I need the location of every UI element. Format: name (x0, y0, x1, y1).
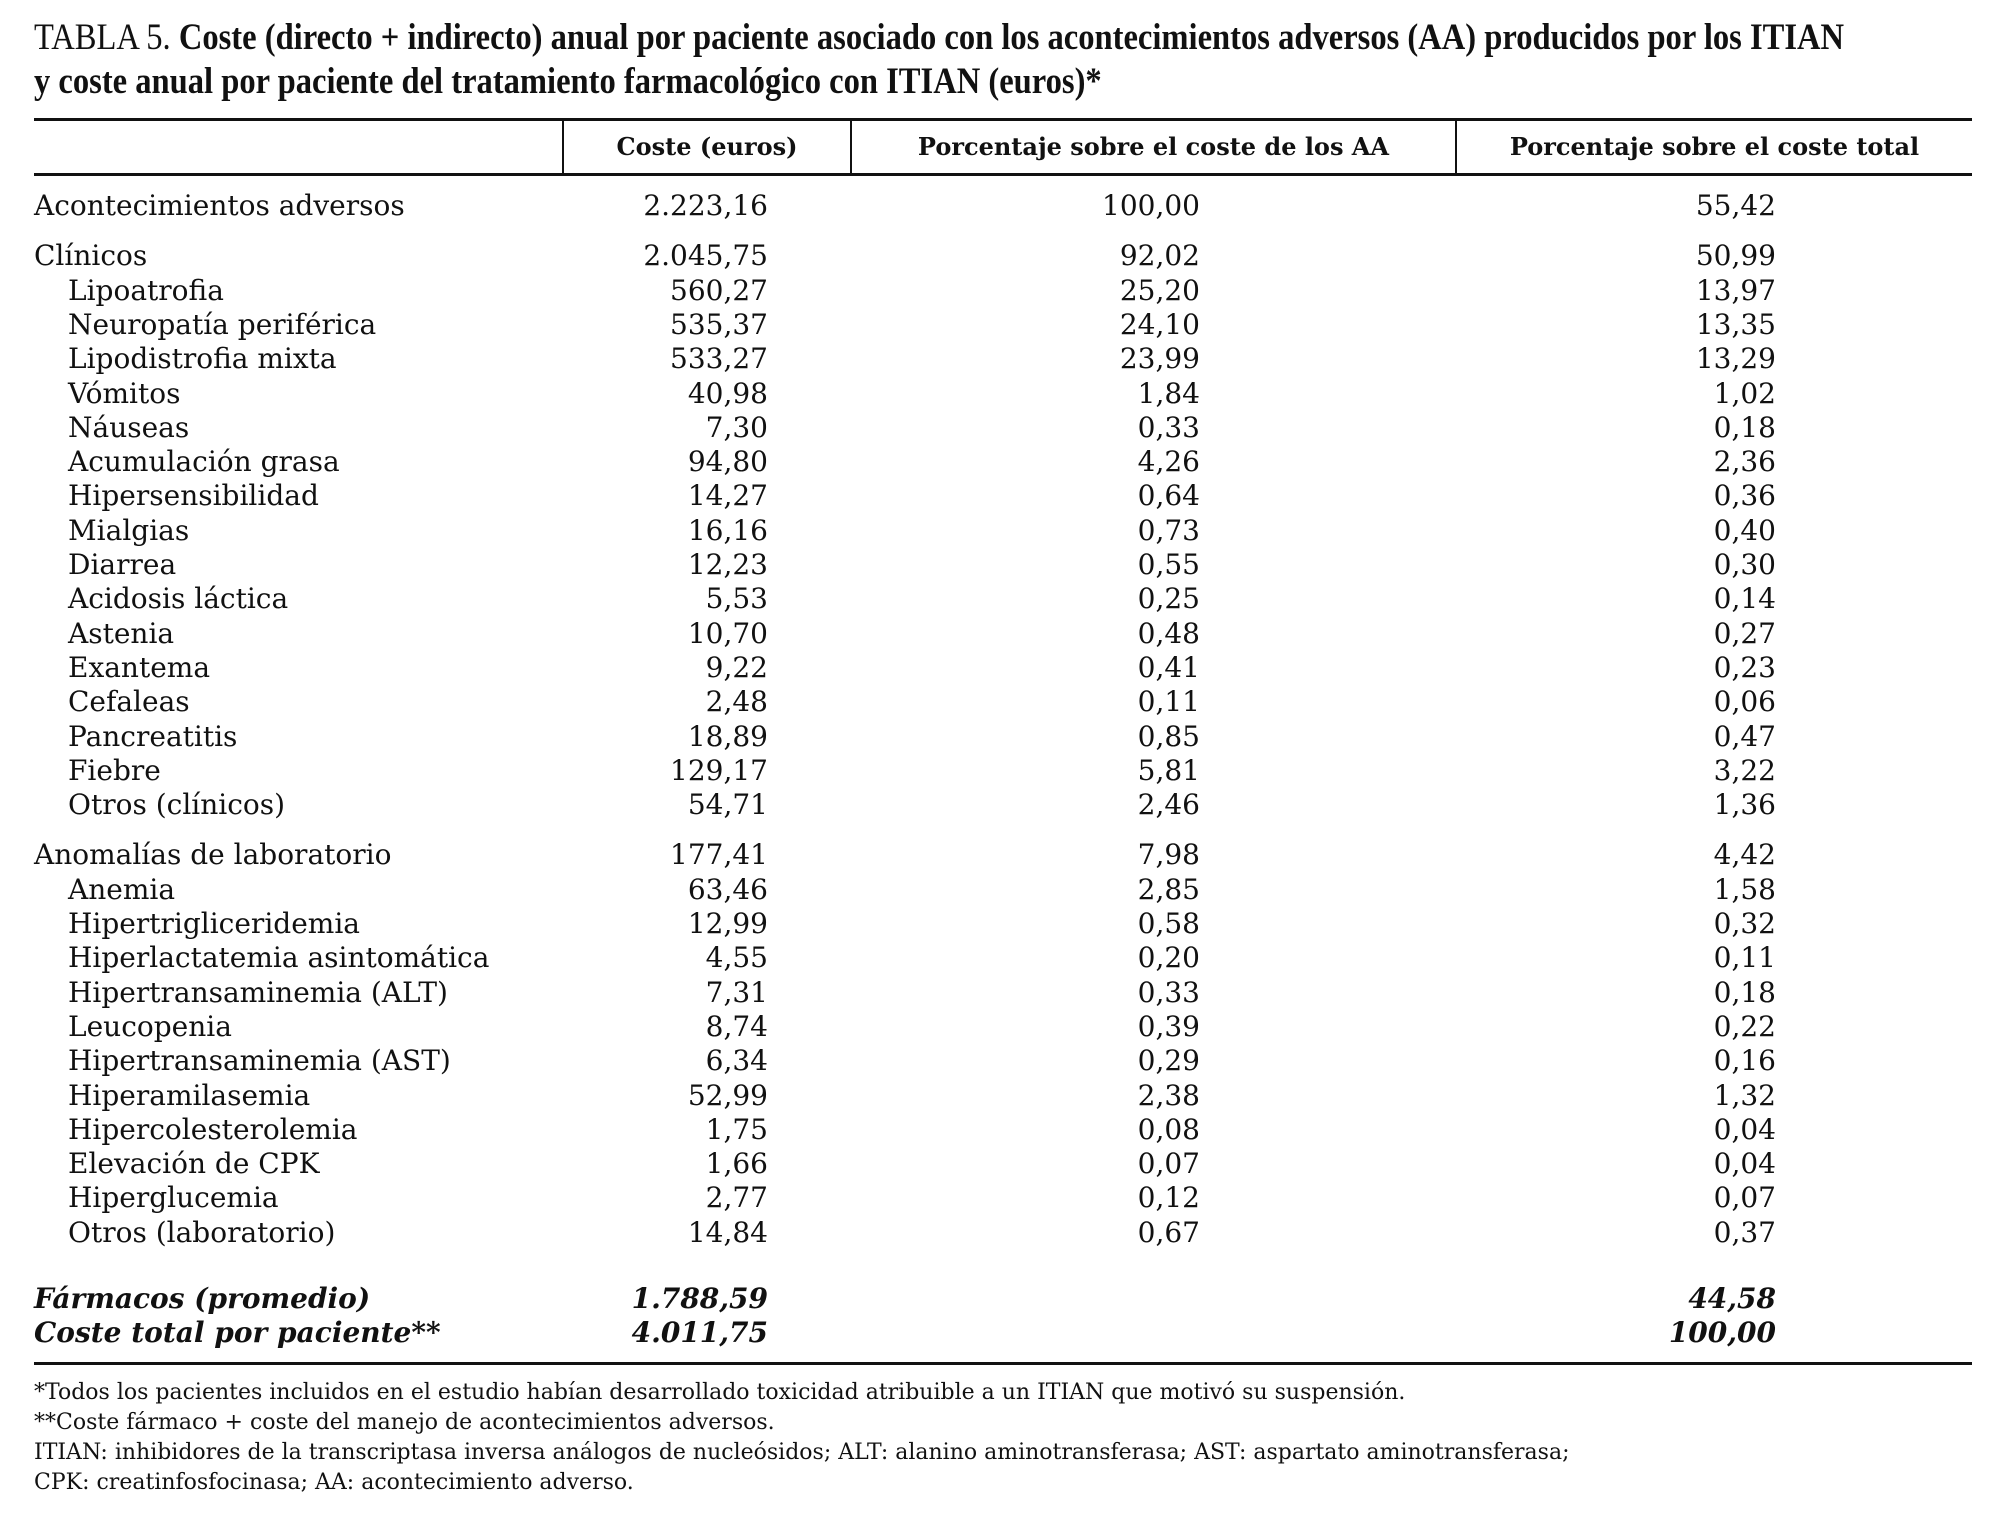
table-row (0, 239, 2006, 273)
pct-aa-cell: 5,81 (1137, 753, 1200, 787)
cost-cell: 535,37 (670, 307, 768, 341)
table-row (0, 873, 2006, 907)
cost-cell: 129,17 (670, 753, 768, 787)
row-label: Neuropatía periférica (68, 307, 377, 341)
pct-aa-cell: 0,55 (1137, 548, 1200, 581)
row-label: Hiperlactatemia asintomática (68, 941, 490, 975)
cost-cell: 10,70 (687, 616, 768, 650)
table-row (0, 479, 2006, 513)
pct-aa-cell: 0,73 (1137, 513, 1200, 547)
table-row (0, 941, 2006, 975)
pct-total-cell: 3,22 (1713, 753, 1776, 787)
row-label: Exantema (68, 650, 211, 684)
row-label: Mialgias (68, 513, 190, 547)
table-row (0, 582, 2006, 616)
row-label: Lipodistrofia mixta (68, 342, 337, 376)
cost-cell: 2,48 (705, 685, 768, 719)
row-label: Otros (clínicos) (68, 788, 286, 822)
pct-total-cell: 0,23 (1713, 650, 1776, 684)
cost-cell: 1,75 (705, 1112, 768, 1146)
pct-aa-cell: 0,64 (1137, 479, 1200, 513)
cost-cell: 12,23 (687, 548, 768, 581)
pct-total-cell: 55,42 (1695, 189, 1776, 222)
row-label: Cefaleas (68, 685, 190, 719)
pct-total-cell: 0,18 (1713, 975, 1776, 1009)
pct-aa-cell: 0,25 (1137, 582, 1200, 616)
cost-cell: 177,41 (670, 838, 768, 872)
pct-aa-cell: 2,38 (1137, 1078, 1200, 1112)
cost-cell: 2.223,16 (643, 189, 768, 222)
pct-total-cell: 0,36 (1713, 479, 1776, 513)
cost-cell: 533,27 (670, 342, 768, 376)
cost-cell: 63,46 (687, 872, 768, 906)
row-label: Anomalías de laboratorio (34, 838, 392, 872)
table-row (0, 651, 2006, 685)
cost-cell: 1,66 (705, 1147, 768, 1181)
pct-aa-cell: 24,10 (1119, 307, 1200, 341)
row-label: Náuseas (68, 410, 190, 444)
table-row (0, 754, 2006, 788)
pct-total-cell: 1,58 (1713, 872, 1776, 906)
pct-aa-cell: 100,00 (1102, 189, 1200, 222)
row-label: Hipertransaminemia (AST) (68, 1044, 451, 1078)
pct-total-cell: 0,14 (1713, 582, 1776, 616)
row-label: Acontecimientos adversos (34, 189, 405, 222)
column-header-pct-total: Porcentaje sobre el coste total (1509, 132, 1920, 161)
table-row (0, 514, 2006, 548)
pct-total-cell: 0,16 (1713, 1044, 1776, 1078)
title-text-1: Coste (directo + indirecto) anual por paciente asociado con los acontecimientos adversos (AA) producidos por los ITIAN (178, 17, 1845, 58)
pct-total-cell: 13,29 (1695, 342, 1776, 376)
table-row (0, 377, 2006, 411)
row-label: Hipertrigliceridemia (68, 907, 360, 940)
table-row (0, 1216, 2006, 1250)
bottom-rule (34, 1362, 1972, 1365)
row-label: Clínicos (34, 239, 148, 273)
table-row (0, 411, 2006, 445)
pct-aa-cell: 0,39 (1137, 1009, 1200, 1043)
row-label: Diarrea (68, 548, 177, 581)
cost-cell: 14,84 (687, 1215, 768, 1249)
table-row (0, 308, 2006, 342)
pct-total-cell: 0,47 (1713, 719, 1776, 753)
table-row (0, 976, 2006, 1010)
table-row (0, 720, 2006, 754)
pct-aa-cell: 1,84 (1137, 376, 1200, 410)
pct-aa-cell: 0,08 (1137, 1112, 1200, 1146)
pct-aa-cell: 0,07 (1137, 1147, 1200, 1181)
pct-total-cell: 4,42 (1713, 838, 1776, 872)
cost-cell: 12,99 (687, 907, 768, 940)
row-label: Lipoatrofia (68, 273, 224, 307)
pct-aa-cell: 0,41 (1137, 650, 1200, 684)
table-row (0, 1113, 2006, 1147)
pct-aa-cell: 25,20 (1119, 273, 1200, 307)
footnote: ITIAN: inhibidores de la transcriptasa inversa análogos de nucleósidos; ALT: alanino aminotransferasa; AST: aspartato aminotransferasa; (34, 1440, 1570, 1465)
table-row (0, 907, 2006, 941)
pct-aa-cell: 0,58 (1137, 907, 1200, 940)
cost-cell: 18,89 (687, 719, 768, 753)
row-label: Hiperamilasemia (68, 1078, 311, 1112)
row-label: Pancreatitis (68, 719, 238, 753)
column-header-pct-aa: Porcentaje sobre el coste de los AA (917, 132, 1390, 161)
pct-aa-cell: 4,26 (1137, 445, 1200, 479)
cost-cell: 4.011,75 (631, 1316, 768, 1350)
table-row (0, 788, 2006, 822)
cost-cell: 5,53 (705, 582, 768, 616)
cost-cell: 7,30 (705, 410, 768, 444)
cost-cell: 4,55 (705, 941, 768, 975)
pct-aa-cell: 0,33 (1137, 410, 1200, 444)
pct-total-cell: 0,11 (1713, 941, 1776, 975)
table-row (0, 1010, 2006, 1044)
pct-total-cell: 0,32 (1713, 907, 1776, 940)
cost-cell: 2,77 (705, 1181, 768, 1215)
table-row (0, 1316, 2006, 1350)
row-label: Leucopenia (68, 1009, 232, 1043)
pct-total-cell: 0,37 (1713, 1215, 1776, 1249)
table-row (0, 274, 2006, 308)
row-label: Astenia (68, 616, 175, 650)
title-line-2: y coste anual por paciente del tratamiento farmacológico con ITIAN (euros)* (34, 61, 1102, 102)
row-label: Anemia (68, 872, 176, 906)
cost-cell: 1.788,59 (631, 1282, 768, 1315)
row-label: Hipertransaminemia (ALT) (68, 975, 448, 1009)
footnote: **Coste fármaco + coste del manejo de acontecimientos adversos. (34, 1410, 775, 1435)
pct-aa-cell: 0,11 (1137, 685, 1200, 719)
pct-total-cell: 1,32 (1713, 1078, 1776, 1112)
cost-cell: 16,16 (687, 513, 768, 547)
pct-total-cell: 1,02 (1713, 376, 1776, 410)
table-number: TABLA 5. (34, 17, 171, 58)
pct-total-cell: 50,99 (1695, 239, 1776, 273)
pct-total-cell: 0,22 (1713, 1009, 1776, 1043)
row-label: Hipercolesterolemia (68, 1112, 358, 1146)
row-label: Acumulación grasa (68, 445, 340, 479)
cost-cell: 6,34 (705, 1044, 768, 1078)
pct-total-cell: 44,58 (1688, 1282, 1776, 1315)
pct-total-cell: 0,18 (1713, 410, 1776, 444)
pct-total-cell: 0,30 (1713, 548, 1776, 581)
row-label: Elevación de CPK (68, 1147, 320, 1181)
table-row (0, 1147, 2006, 1181)
pct-total-cell: 0,40 (1713, 513, 1776, 547)
table-title (34, 16, 1845, 104)
pct-aa-cell: 92,02 (1119, 239, 1200, 273)
pct-total-cell: 0,27 (1713, 616, 1776, 650)
title-line-1 (34, 16, 1845, 60)
cost-cell: 2.045,75 (643, 239, 768, 273)
row-label: Fármacos (promedio) (34, 1282, 371, 1315)
cost-cell: 54,71 (687, 788, 768, 822)
column-header-cost: Coste (euros) (616, 132, 798, 161)
cost-cell: 40,98 (687, 376, 768, 410)
pct-total-cell: 100,00 (1668, 1316, 1776, 1350)
pct-aa-cell: 0,48 (1137, 616, 1200, 650)
cost-cell: 8,74 (705, 1009, 768, 1043)
row-label: Acidosis láctica (68, 582, 289, 616)
pct-aa-cell: 0,20 (1137, 941, 1200, 975)
pct-aa-cell: 0,33 (1137, 975, 1200, 1009)
pct-aa-cell: 2,85 (1137, 872, 1200, 906)
pct-total-cell: 2,36 (1713, 445, 1776, 479)
pct-total-cell: 13,35 (1695, 307, 1776, 341)
cost-cell: 560,27 (670, 273, 768, 307)
row-label: Fiebre (68, 753, 161, 787)
pct-aa-cell: 2,46 (1137, 788, 1200, 822)
pct-aa-cell: 0,29 (1137, 1044, 1200, 1078)
pct-aa-cell: 23,99 (1119, 342, 1200, 376)
table-row (0, 445, 2006, 479)
pct-aa-cell: 7,98 (1137, 838, 1200, 872)
footnote: CPK: creatinfosfocinasa; AA: acontecimiento adverso. (34, 1470, 634, 1495)
row-label: Coste total por paciente** (34, 1316, 441, 1350)
table-row (0, 617, 2006, 651)
table-row (0, 342, 2006, 376)
cost-cell: 7,31 (705, 975, 768, 1009)
pct-aa-cell: 0,85 (1137, 719, 1200, 753)
pct-total-cell: 13,97 (1695, 273, 1776, 307)
table-row (0, 548, 2006, 582)
pct-total-cell: 0,04 (1713, 1147, 1776, 1181)
pct-total-cell: 0,06 (1713, 685, 1776, 719)
row-label: Otros (laboratorio) (68, 1215, 336, 1249)
pct-aa-cell: 0,12 (1137, 1181, 1200, 1215)
row-label: Hiperglucemia (68, 1181, 279, 1215)
cost-cell: 52,99 (687, 1078, 768, 1112)
row-label: Vómitos (68, 376, 181, 410)
table-row (0, 685, 2006, 719)
table-row (0, 189, 2006, 223)
pct-total-cell: 0,04 (1713, 1112, 1776, 1146)
cost-cell: 9,22 (705, 650, 768, 684)
footnote: *Todos los pacientes incluidos en el estudio habían desarrollado toxicidad atribuible a un ITIAN que motivó su suspensión. (34, 1380, 1406, 1405)
cost-cell: 14,27 (687, 479, 768, 513)
table-row (0, 1282, 2006, 1316)
table-row (0, 1079, 2006, 1113)
row-label: Hipersensibilidad (68, 479, 319, 513)
pct-total-cell: 0,07 (1713, 1181, 1776, 1215)
table-row (0, 1044, 2006, 1078)
pct-aa-cell: 0,67 (1137, 1215, 1200, 1249)
cost-cell: 94,80 (687, 445, 768, 479)
pct-total-cell: 1,36 (1713, 788, 1776, 822)
table-row (0, 1181, 2006, 1215)
table-row (0, 838, 2006, 872)
